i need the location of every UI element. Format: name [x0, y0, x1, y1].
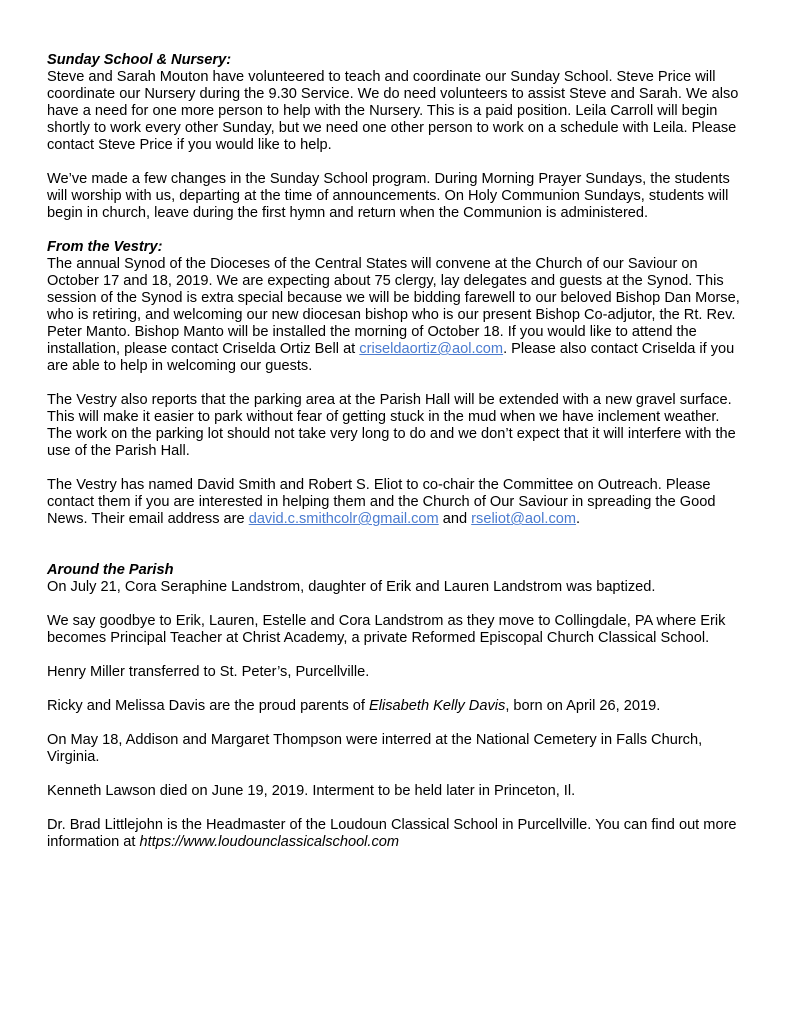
criselda-email-link[interactable]: criseldaortiz@aol.com [359, 341, 504, 357]
vestry-p3-end: . [576, 511, 581, 527]
parish-p7-text: Dr. Brad Littlejohn is the Headmaster of the Loudoun Classical School in Purcellville. You can find out more information at [47, 817, 737, 850]
parish-paragraph-3: Henry Miller transferred to St. Peter’s, Purcellville. [47, 664, 370, 680]
vestry-p3-text: The Vestry has named David Smith and Robert S. Eliot to co-chair the Committee on Outreach. Please contact them if you are interested in helping them and the Church of Our Saviour in spreading the Good News. Their email address are [47, 477, 716, 527]
parish-paragraph-4 [47, 698, 747, 715]
school-url: https://www.loudounclassicalschool.com [139, 834, 400, 850]
vestry-p1-text: The annual Synod of the Dioceses of the Central States will convene at the Church of our Saviour on October 17 and 18, 2019. We are expecting about 75 clergy, lay delegates and guests at the Synod. This session of the Synod is extra special because we will be bidding farewell to our beloved Bishop Dan Morse, who is retiring, and welcoming our new diocesan bishop who is our present Bishop Co-adjutor, the Rt. Rev. Peter Manto. Bishop Manto will be installed the morning of October 18. If you would like to attend the installation, please contact Criselda Ortiz Bell at [47, 256, 740, 357]
vestry-p3-and: and [438, 511, 472, 527]
vestry-p1-end: . Please also contact Criselda if you are able to help in welcoming our guests. [47, 341, 735, 374]
sunday-school-paragraph-2: We’ve made a few changes in the Sunday School program. During Morning Prayer Sundays, the students will worship with us, departing at the time of announcements. On Holy Communion Sundays, students will begin in church, leave during the first hymn and return when the Communion is administered. [47, 171, 730, 221]
parish-paragraph-1: On July 21, Cora Seraphine Landstrom, daughter of Erik and Lauren Landstrom was baptized. [47, 579, 656, 595]
parish-p4-end: , born on April 26, 2019. [505, 698, 661, 714]
parish-paragraph-2: We say goodbye to Erik, Lauren, Estelle and Cora Landstrom as they move to Collingdale, PA where Erik becomes Principal Teacher at Christ Academy, a private Reformed Episcopal Church Classical School. [47, 613, 726, 646]
vestry-heading: From the Vestry: [47, 239, 163, 255]
sunday-school-paragraph-1: Steve and Sarah Mouton have volunteered to teach and coordinate our Sunday School. Steve Price will coordinate our Nursery during the 9.30 Service. We do need volunteers to assist Steve and Sarah. We also have a need for one more person to help with the Nursery. This is a paid position. Leila Carroll will begin shortly to work every other Sunday, but we need one other person to work on a schedule with Leila. Please contact Steve Price if you would like to help. [47, 69, 739, 153]
vestry-paragraph-2: The Vestry also reports that the parking area at the Parish Hall will be extended with a new gravel surface. This will make it easier to park without fear of getting stuck in the mud when we have inclement weather. The work on the parking lot should not take very long to do and we don’t expect that it will interfere with the use of the Parish Hall. [47, 392, 736, 459]
newsletter-page [47, 52, 747, 851]
parish-paragraph-5: On May 18, Addison and Margaret Thompson were interred at the National Cemetery in Falls Church, Virginia. [47, 732, 703, 765]
rseliot-email-link[interactable]: rseliot@aol.com [471, 511, 577, 527]
parish-p4-start: Ricky and Melissa Davis are the proud parents of [47, 698, 370, 714]
vestry-paragraph-1 [47, 256, 747, 375]
vestry-paragraph-3 [47, 477, 747, 528]
sunday-school-heading: Sunday School & Nursery: [47, 52, 232, 68]
david-smith-email-link[interactable]: david.c.smithcolr@gmail.com [248, 511, 439, 527]
parish-paragraph-6: Kenneth Lawson died on June 19, 2019. Interment to be held later in Princeton, Il. [47, 783, 576, 799]
baby-name: Elisabeth Kelly Davis [369, 698, 506, 714]
parish-paragraph-7 [47, 817, 747, 851]
parish-heading: Around the Parish [47, 562, 174, 578]
